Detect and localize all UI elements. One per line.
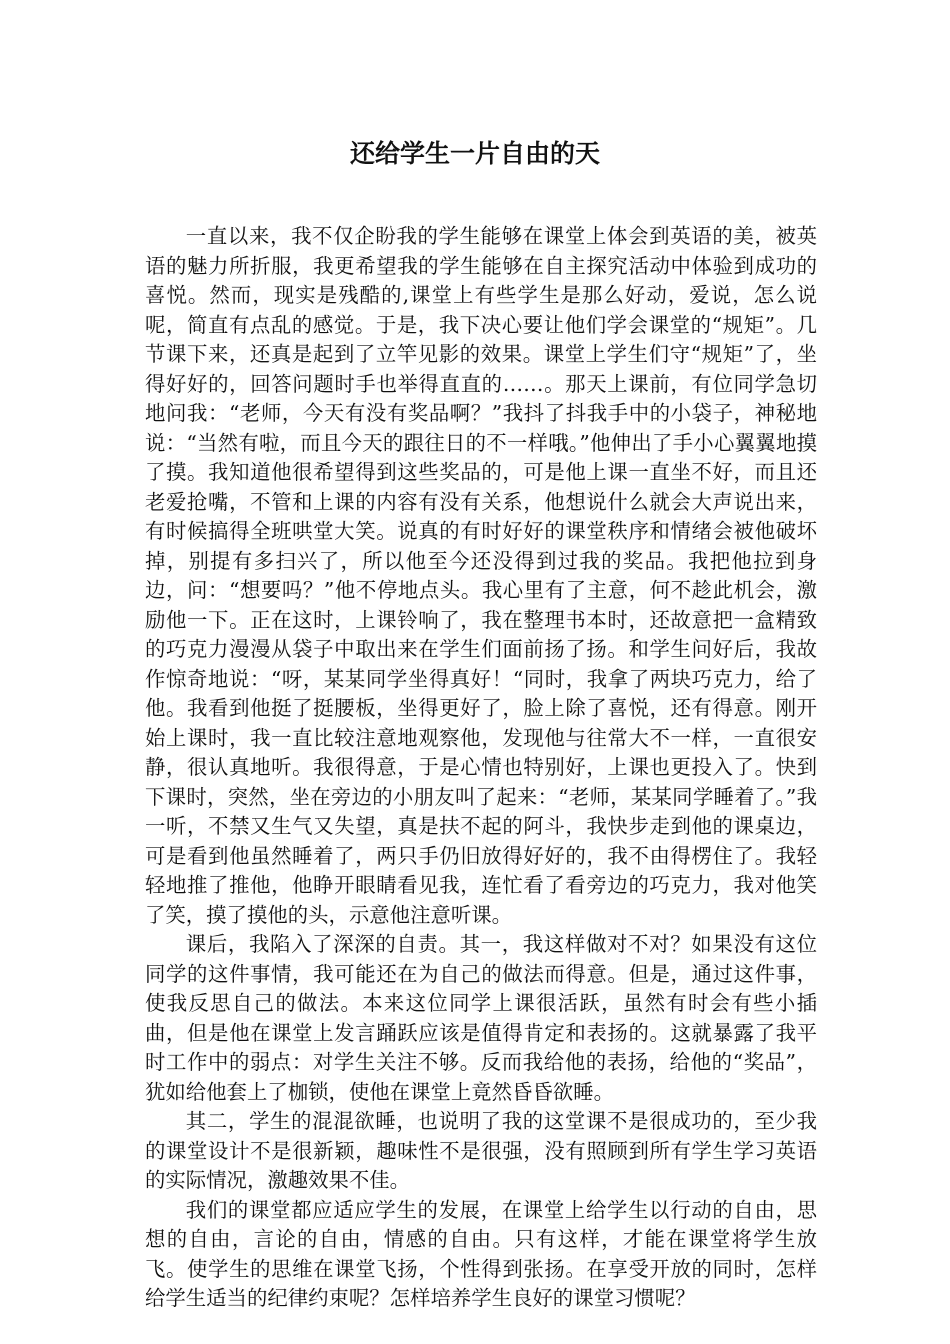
document-title: 还给学生一片自由的天 <box>349 139 600 168</box>
document-body <box>145 222 817 1314</box>
paragraph-reflection-1: 课后，我陷入了深深的自责。其一，我这样做对不对？如果没有这位同学的这件事情，我可能还在为自己的做法而得意。但是，通过这件事，使我反思自己的做法。本来这位同学上课很活跃，虽然有时会有些小插曲，但是他在课堂上发言踊跃应该是值得肯定和表扬的。这就暴露了我平时工作中的弱点：对学生关注不够。反而我给他的表扬，给他的“奖品”，犹如给他套上了枷锁，使他在课堂上竟然昏昏欲睡。 <box>145 932 817 1104</box>
paragraph-reflection-2: 其二，学生的混混欲睡，也说明了我的这堂课不是很成功的，至少我的课堂设计不是很新颖，趣味性不是很强，没有照顾到所有学生学习英语的实际情况，激趣效果不佳。 <box>145 1109 817 1192</box>
paragraph-conclusion: 我们的课堂都应适应学生的发展，在课堂上给学生以行动的自由，思想的自由，言论的自由，情感的自由。只有这样，才能在课堂将学生放飞。使学生的思维在课堂飞扬，个性得到张扬。在享受开放的同时，怎样给学生适当的纪律约束呢？怎样培养学生良好的课堂习惯呢？ <box>145 1197 817 1310</box>
paragraph-story: 一直以来，我不仅企盼我的学生能够在课堂上体会到英语的美，被英语的魅力所折服，我更希望我的学生能够在自主探究活动中体验到成功的喜悦。然而，现实是残酷的,课堂上有些学生是那么好动，爱说，怎么说呢，简直有点乱的感觉。于是，我下决心要让他们学会课堂的“规矩”。几节课下来，还真是起到了立竿见影的效果。课堂上学生们守“规矩”了，坐得好好的，回答问题时手也举得直直的……。那天上课前，有位同学急切地问我：“老师，今天有没有奖品啊？”我抖了抖我手中的小袋子，神秘地说：“当然有啦，而且今天的跟往日的不一样哦。”他伸出了手小心翼翼地摸了摸。我知道他很希望得到这些奖品的，可是他上课一直坐不好，而且还老爱抢嘴，不管和上课的内容有没有关系，他想说什么就会大声说出来，有时候搞得全班哄堂大笑。说真的有时好好的课堂秩序和情绪会被他破坏掉，别提有多扫兴了，所以他至今还没得到过我的奖品。我把他拉到身边，问：“想要吗？”他不停地点头。我心里有了主意，何不趁此机会，激励他一下。正在这时，上课铃响了，我在整理书本时，还故意把一盒精致的巧克力漫漫从袋子中取出来在学生们面前扬了扬。和学生问好后，我故作惊奇地说：“呀，某某同学坐得真好！“同时，我拿了两块巧克力，给了他。我看到他挺了挺腰板，坐得更好了，脸上除了喜悦，还有得意。刚开始上课时，我一直比较注意地观察他，发现他与往常大不一样，一直很安静，很认真地听。我很得意，于是心情也特别好，上课也更投入了。快到下课时，突然，坐在旁边的小朋友叫了起来：“老师，某某同学睡着了。”我一听，不禁又生气又失望，真是扶不起的阿斗，我快步走到他的课桌边，可是看到他虽然睡着了，两只手仍旧放得好好的，我不由得楞住了。我轻轻地推了推他，他睁开眼睛看见我，连忙看了看旁边的巧克力，我对他笑了笑，摸了摸他的头，示意他注意听课。 <box>145 224 817 927</box>
